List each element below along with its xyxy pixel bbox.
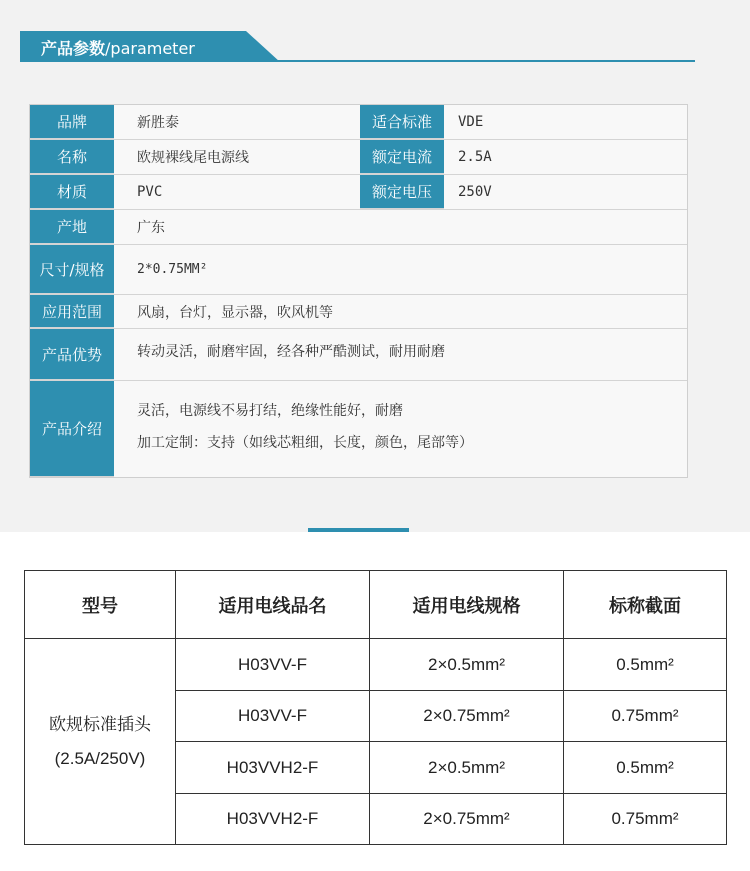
param-label-brand: 品牌 xyxy=(30,105,114,139)
heading-underline xyxy=(20,60,695,62)
spec-cell-area: 0.75mm² xyxy=(611,809,679,828)
param-label-name: 名称 xyxy=(30,140,114,174)
spec-header-area: 标称截面 xyxy=(609,595,681,616)
heading-title-cn: 产品参数 xyxy=(41,39,106,58)
param-label-voltage: 额定电压 xyxy=(360,175,444,209)
spec-model-cell xyxy=(25,639,175,844)
param-label-origin: 产地 xyxy=(30,210,114,244)
param-value-standard: VDE xyxy=(458,114,484,130)
param-row-material xyxy=(30,175,687,210)
param-label-current: 额定电流 xyxy=(360,140,444,174)
spec-header-wire-spec: 适用电线规格 xyxy=(412,595,521,616)
param-row-name xyxy=(30,140,687,175)
param-value-advantage: 转动灵活，耐磨牢固，经各种严酷测试，耐用耐磨 xyxy=(137,344,445,360)
spec-table xyxy=(24,570,727,845)
param-value-current: 2.5A xyxy=(458,149,492,165)
section-heading xyxy=(20,31,695,62)
param-value-origin: 广东 xyxy=(137,220,165,236)
param-value-intro xyxy=(137,395,473,459)
heading-title-en: /parameter xyxy=(105,39,195,58)
param-row-advantage xyxy=(30,329,687,381)
section-marker xyxy=(308,528,409,532)
spec-cell-name: H03VV-F xyxy=(238,654,307,674)
parameter-table xyxy=(29,104,688,478)
spec-cell-area: 0.5mm² xyxy=(616,757,674,777)
spec-header-model: 型号 xyxy=(82,595,118,616)
spec-cell-spec: 2×0.75mm² xyxy=(423,706,510,725)
param-value-name: 欧规裸线尾电源线 xyxy=(137,150,249,166)
param-value-material: PVC xyxy=(137,184,163,200)
spec-cell-spec: 2×0.75mm² xyxy=(423,809,510,828)
param-label-standard: 适合标准 xyxy=(360,105,444,139)
spec-header-wire-name: 适用电线品名 xyxy=(218,595,327,616)
param-label-application: 应用范围 xyxy=(30,295,114,328)
param-label-advantage: 产品优势 xyxy=(30,329,114,380)
spec-cell-area: 0.75mm² xyxy=(611,706,679,725)
intro-line-2: 加工定制：支持（如线芯粗细，长度，颜色，尾部等） xyxy=(137,435,473,451)
param-label-intro: 产品介绍 xyxy=(30,381,114,477)
spec-cell-name: H03VVH2-F xyxy=(226,757,319,777)
intro-line-1: 灵活，电源线不易打结，绝缘性能好，耐磨 xyxy=(137,403,403,419)
spec-cell-spec: 2×0.5mm² xyxy=(428,757,505,777)
spec-cell-name: H03VVH2-F xyxy=(226,809,319,828)
spec-cell-area: 0.5mm² xyxy=(616,654,674,674)
spec-model-line-1: 欧规标准插头 xyxy=(49,714,151,734)
spec-cell-name: H03VV-F xyxy=(238,706,307,725)
param-value-application: 风扇，台灯，显示器，吹风机等 xyxy=(137,304,333,321)
param-label-material: 材质 xyxy=(30,175,114,209)
param-value-voltage: 250V xyxy=(458,184,492,200)
param-row-origin xyxy=(30,210,687,245)
spec-model-line-2: (2.5A/250V) xyxy=(54,748,146,768)
param-label-size: 尺寸/规格 xyxy=(30,245,114,294)
param-value-size: 2*0.75MM² xyxy=(137,262,208,277)
param-value-brand: 新胜泰 xyxy=(137,115,179,131)
spec-cell-spec: 2×0.5mm² xyxy=(428,654,505,674)
param-row-intro xyxy=(30,381,687,477)
param-row-brand xyxy=(30,105,687,140)
param-row-size xyxy=(30,245,687,295)
heading-text xyxy=(41,36,195,59)
param-row-application xyxy=(30,295,687,329)
